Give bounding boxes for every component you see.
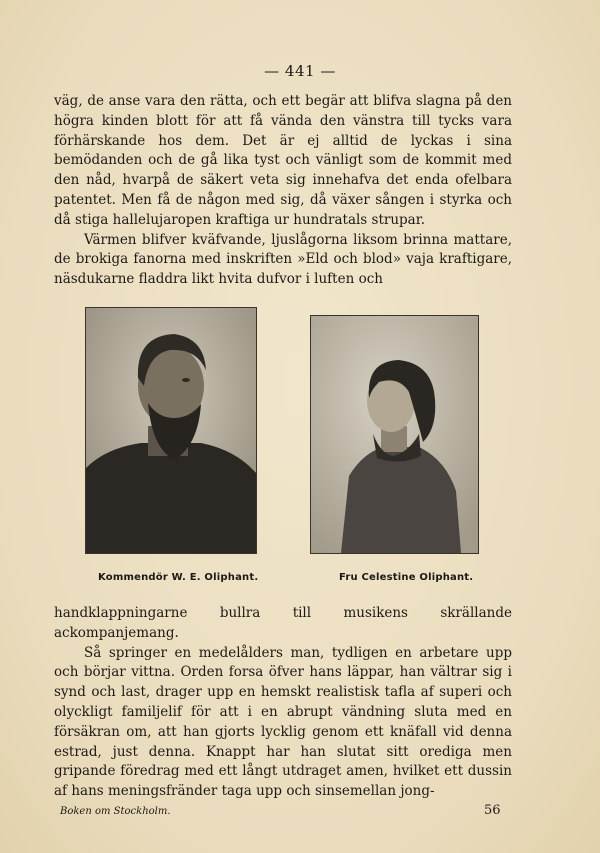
paragraph: väg, de anse vara den rätta, och ett begär att blifva slagna på den högra kinden blott för att få vända den vänstra till tycks vara förhärskande hos dem. Det är ej alltid de lyckas i sina bemödanden och de gå lika tyst och vänligt som de kommit med den nåd, hvarpå de säkert veta sig innehafva det enda ofelbara patentet. Men få de någon med sig, då växer sången i styrka och då stiga hallelujaropen kraftiga ur hundratals strupar.	[54, 93, 512, 228]
page-number: — 441 —	[264, 62, 336, 80]
paragraph: handklappningarne bullra till musikens skrällande ackompanjemang.	[54, 605, 512, 641]
paragraph: Så springer en medelålders man, tydligen en arbetare upp och börjar vittna. Orden forsa öfver hans läppar, han vältrar sig i synd och last, drager upp en hemskt realistisk tafla af superi och olyckligt familjelif för att i en abrupt vändning sluta med en försäkran om, att han gjorts lycklig genom ett knäfall vid denna estrad, just denna. Knappt har han slutat sitt orediga men gripande föredrag med ett långt utdraget amen, hvilket ett dussin af hans meningsfränder taga upp och sinsemellan jong-	[54, 644, 512, 800]
footer-book-title: Boken om Stockholm.	[60, 806, 171, 817]
footer-sheet-number: 56	[484, 803, 501, 818]
body-text-top	[54, 92, 512, 290]
caption-right: Fru Celestine Oliphant.	[339, 572, 474, 583]
portrait-photo-woman	[310, 315, 479, 554]
portrait-woman-illustration	[311, 316, 478, 553]
portrait-photo-man	[85, 307, 257, 554]
paragraph: Värmen blifver kväfvande, ljuslågorna liksom brinna mattare, de brokiga fanorna med inskriften »Eld och blod» vaja kraftigare, näsdukarne fladdra likt hvita dufvor i luften och	[54, 231, 512, 288]
caption-left: Kommendör W. E. Oliphant.	[98, 572, 259, 583]
body-text-bottom	[54, 604, 512, 802]
portrait-man-illustration	[86, 308, 256, 553]
